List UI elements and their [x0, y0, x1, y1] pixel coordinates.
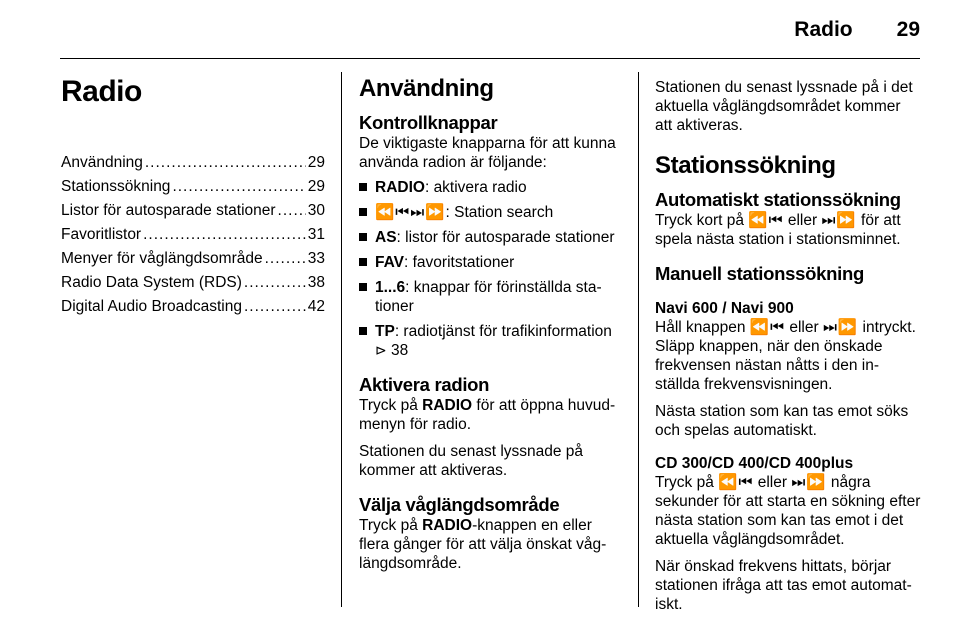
list-item: ⏪⏮⏭⏩: Station search [359, 203, 624, 222]
table-of-contents [61, 153, 325, 316]
toc-page: 42 [307, 298, 325, 315]
toc-entry[interactable] [61, 249, 325, 268]
toc-page: 29 [307, 154, 325, 171]
list-item: TP: radiotjänst för trafikinformation ⊳ 38 [359, 322, 624, 360]
column-3 [655, 70, 922, 614]
header-rule [60, 58, 920, 59]
bullet-icon [359, 327, 367, 335]
bullet-icon [359, 283, 367, 291]
subheading-controls: Kontrollknappar [359, 112, 498, 133]
toc-entry[interactable] [61, 273, 325, 292]
running-header [794, 18, 920, 42]
column-divider-1 [341, 72, 342, 607]
toc-page: 29 [307, 178, 325, 195]
chapter-title: Radio [61, 75, 142, 108]
list-item: 1...6: knappar för förinställda sta-tioner [359, 278, 624, 316]
toc-entry[interactable] [61, 225, 325, 244]
activate-text: Tryck på RADIO för att öppna huvud-menyn för radio. [359, 397, 616, 433]
seek-buttons-icon: ⏪⏮⏭⏩ [375, 204, 446, 221]
toc-label: Menyer för våglängdsområde [61, 250, 263, 267]
toc-label: Användning [61, 154, 143, 171]
toc-page: 30 [307, 202, 325, 219]
band-text: Tryck på RADIO-knappen en eller flera gånger för att välja önskat våg-längdsområde. [359, 517, 607, 572]
toc-label: Digital Audio Broadcasting [61, 298, 242, 315]
seek-back-icon: ⏪⏮ [718, 474, 754, 491]
toc-label: Favoritlistor [61, 226, 142, 243]
toc-entry[interactable] [61, 201, 325, 220]
navi-text-2: Nästa station som kan tas emot söks och spelas automatiskt. [655, 403, 909, 439]
toc-page: 33 [307, 250, 325, 267]
activate-text-2: Stationen du senast lyssnade på kommer att aktiveras. [359, 443, 584, 479]
page-ref-arrow-icon: ⊳ [375, 342, 387, 358]
subheading-cd: CD 300/CD 400/CD 400plus [655, 455, 854, 472]
seek-forward-icon: ⏭⏩ [821, 212, 857, 229]
toc-entry[interactable] [61, 297, 325, 316]
section-heading-search: Stationssökning [655, 152, 836, 179]
column-divider-2 [638, 72, 639, 607]
toc-page: 38 [307, 274, 325, 291]
list-item: FAV: favoritstationer [359, 253, 624, 272]
navi-text: Håll knappen ⏪⏮ eller ⏭⏩ intryckt. Släpp knappen, när den önskade frekvensen nästan nåtts i den in-ställda frekvensvisningen. [655, 319, 916, 393]
continued-text: Stationen du senast lyssnade på i det aktuella våglängdsområdet kommer att aktiveras. [655, 79, 913, 134]
page-number: 29 [896, 18, 920, 41]
column-1 [61, 70, 325, 321]
bullet-icon [359, 233, 367, 241]
cd-text-2: När önskad frekvens hittats, börjar stationen ifråga att tas emot automat-iskt. [655, 558, 912, 613]
cd-text: Tryck på ⏪⏮ eller ⏭⏩ några sekunder för att starta en sökning efter nästa station som kan tas emot i det aktuella våglängdsområdet. [655, 474, 921, 548]
subheading-auto: Automatiskt stationssökning [655, 189, 901, 210]
column-2 [359, 70, 624, 573]
seek-back-icon: ⏪⏮ [749, 319, 786, 336]
toc-label: Listor för autosparade stationer [61, 202, 276, 219]
bullet-icon [359, 208, 367, 216]
toc-entry[interactable] [61, 153, 325, 172]
subheading-navi: Navi 600 / Navi 900 [655, 300, 794, 317]
toc-label: Stationssökning [61, 178, 171, 195]
seek-forward-icon: ⏭⏩ [822, 319, 859, 336]
seek-back-icon: ⏪⏮ [748, 212, 784, 229]
toc-entry[interactable] [61, 177, 325, 196]
section-heading-usage: Användning [359, 75, 494, 102]
seek-forward-icon: ⏭⏩ [791, 474, 827, 491]
bullet-icon [359, 183, 367, 191]
controls-list [359, 178, 624, 360]
bullet-icon [359, 258, 367, 266]
header-title: Radio [794, 18, 853, 41]
list-item: AS: listor för autosparade stationer [359, 228, 624, 247]
subheading-activate: Aktivera radion [359, 374, 490, 395]
subheading-band: Välja våglängdsområde [359, 494, 560, 515]
subheading-manual: Manuell stationssökning [655, 263, 864, 284]
controls-intro: De viktigaste knapparna för att kunna använda radion är följande: [359, 135, 616, 171]
auto-text: Tryck kort på ⏪⏮ eller ⏭⏩ för att spela nästa station i stationsminnet. [655, 212, 901, 248]
list-item: RADIO: aktivera radio [359, 178, 624, 197]
toc-page: 31 [307, 226, 325, 243]
page-ref[interactable]: 38 [391, 342, 409, 359]
toc-label: Radio Data System (RDS) [61, 274, 242, 291]
